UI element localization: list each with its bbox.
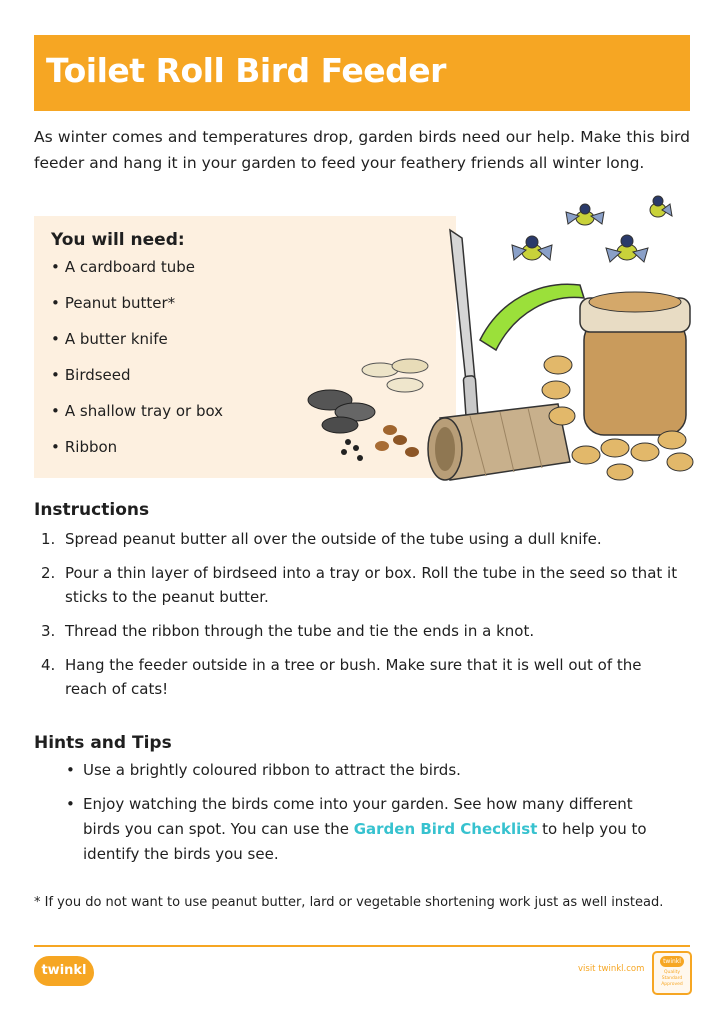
list-item: 3. Thread the ribbon through the tube and tie the ends in a knot. bbox=[41, 622, 535, 640]
tips-list bbox=[66, 758, 666, 876]
instructions-list bbox=[34, 527, 684, 711]
quality-badge-icon: twinkl Quality Standard Approved bbox=[652, 951, 692, 995]
you-will-need-heading: You will need: bbox=[51, 230, 185, 250]
list-item: • A butter knife bbox=[51, 330, 168, 348]
list-item: • A shallow tray or box bbox=[51, 402, 224, 420]
hints-heading: Hints and Tips bbox=[34, 733, 172, 753]
bird-icon bbox=[606, 235, 648, 262]
ribbon-icon bbox=[480, 284, 584, 350]
needs-list bbox=[51, 256, 223, 472]
list-item: • Peanut butter* bbox=[51, 294, 176, 312]
bird-icon bbox=[512, 236, 552, 260]
footnote: * If you do not want to use peanut butter, lard or vegetable shortening work just as well instead. bbox=[34, 895, 664, 910]
bird-icon bbox=[650, 196, 672, 217]
instructions-heading: Instructions bbox=[34, 500, 150, 520]
list-item: • Ribbon bbox=[51, 438, 118, 456]
list-item: 4. Hang the feeder outside in a tree or bush. Make sure that it is well out of the reach of cats! bbox=[41, 656, 642, 698]
page-title: Toilet Roll Bird Feeder bbox=[46, 51, 446, 90]
garden-bird-checklist-link[interactable]: Garden Bird Checklist bbox=[353, 820, 538, 838]
list-item: • Use a brightly coloured ribbon to attract the birds. bbox=[66, 761, 461, 779]
bird-icon bbox=[566, 204, 604, 225]
list-item: 2. Pour a thin layer of birdseed into a tray or box. Roll the tube in the seed so that it sticks to the peanut butter. bbox=[41, 564, 678, 606]
list-item: • Birdseed bbox=[51, 366, 131, 384]
list-item: • A cardboard tube bbox=[51, 258, 195, 276]
intro-paragraph: As winter comes and temperatures drop, garden birds need our help. Make this bird feeder and hang it in your garden to feed your feathery friends all winter long. bbox=[34, 128, 690, 172]
visit-link[interactable]: visit twinkl.com bbox=[578, 964, 645, 974]
title-banner bbox=[34, 35, 690, 111]
peanut-butter-jar-icon bbox=[580, 292, 690, 435]
footer-divider bbox=[34, 945, 690, 947]
seeds-icon bbox=[308, 359, 428, 461]
list-item: • Enjoy watching the birds come into your garden. See how many different birds you can spot. You can use the Garden Bird Checklist to help you to identify the birds you see. bbox=[66, 795, 647, 863]
list-item: 1. Spread peanut butter all over the outside of the tube using a dull knife. bbox=[41, 530, 602, 548]
twinkl-logo[interactable]: twinkl bbox=[34, 956, 94, 986]
bird-feeder-illustration bbox=[300, 190, 700, 490]
knife-icon bbox=[450, 230, 479, 428]
